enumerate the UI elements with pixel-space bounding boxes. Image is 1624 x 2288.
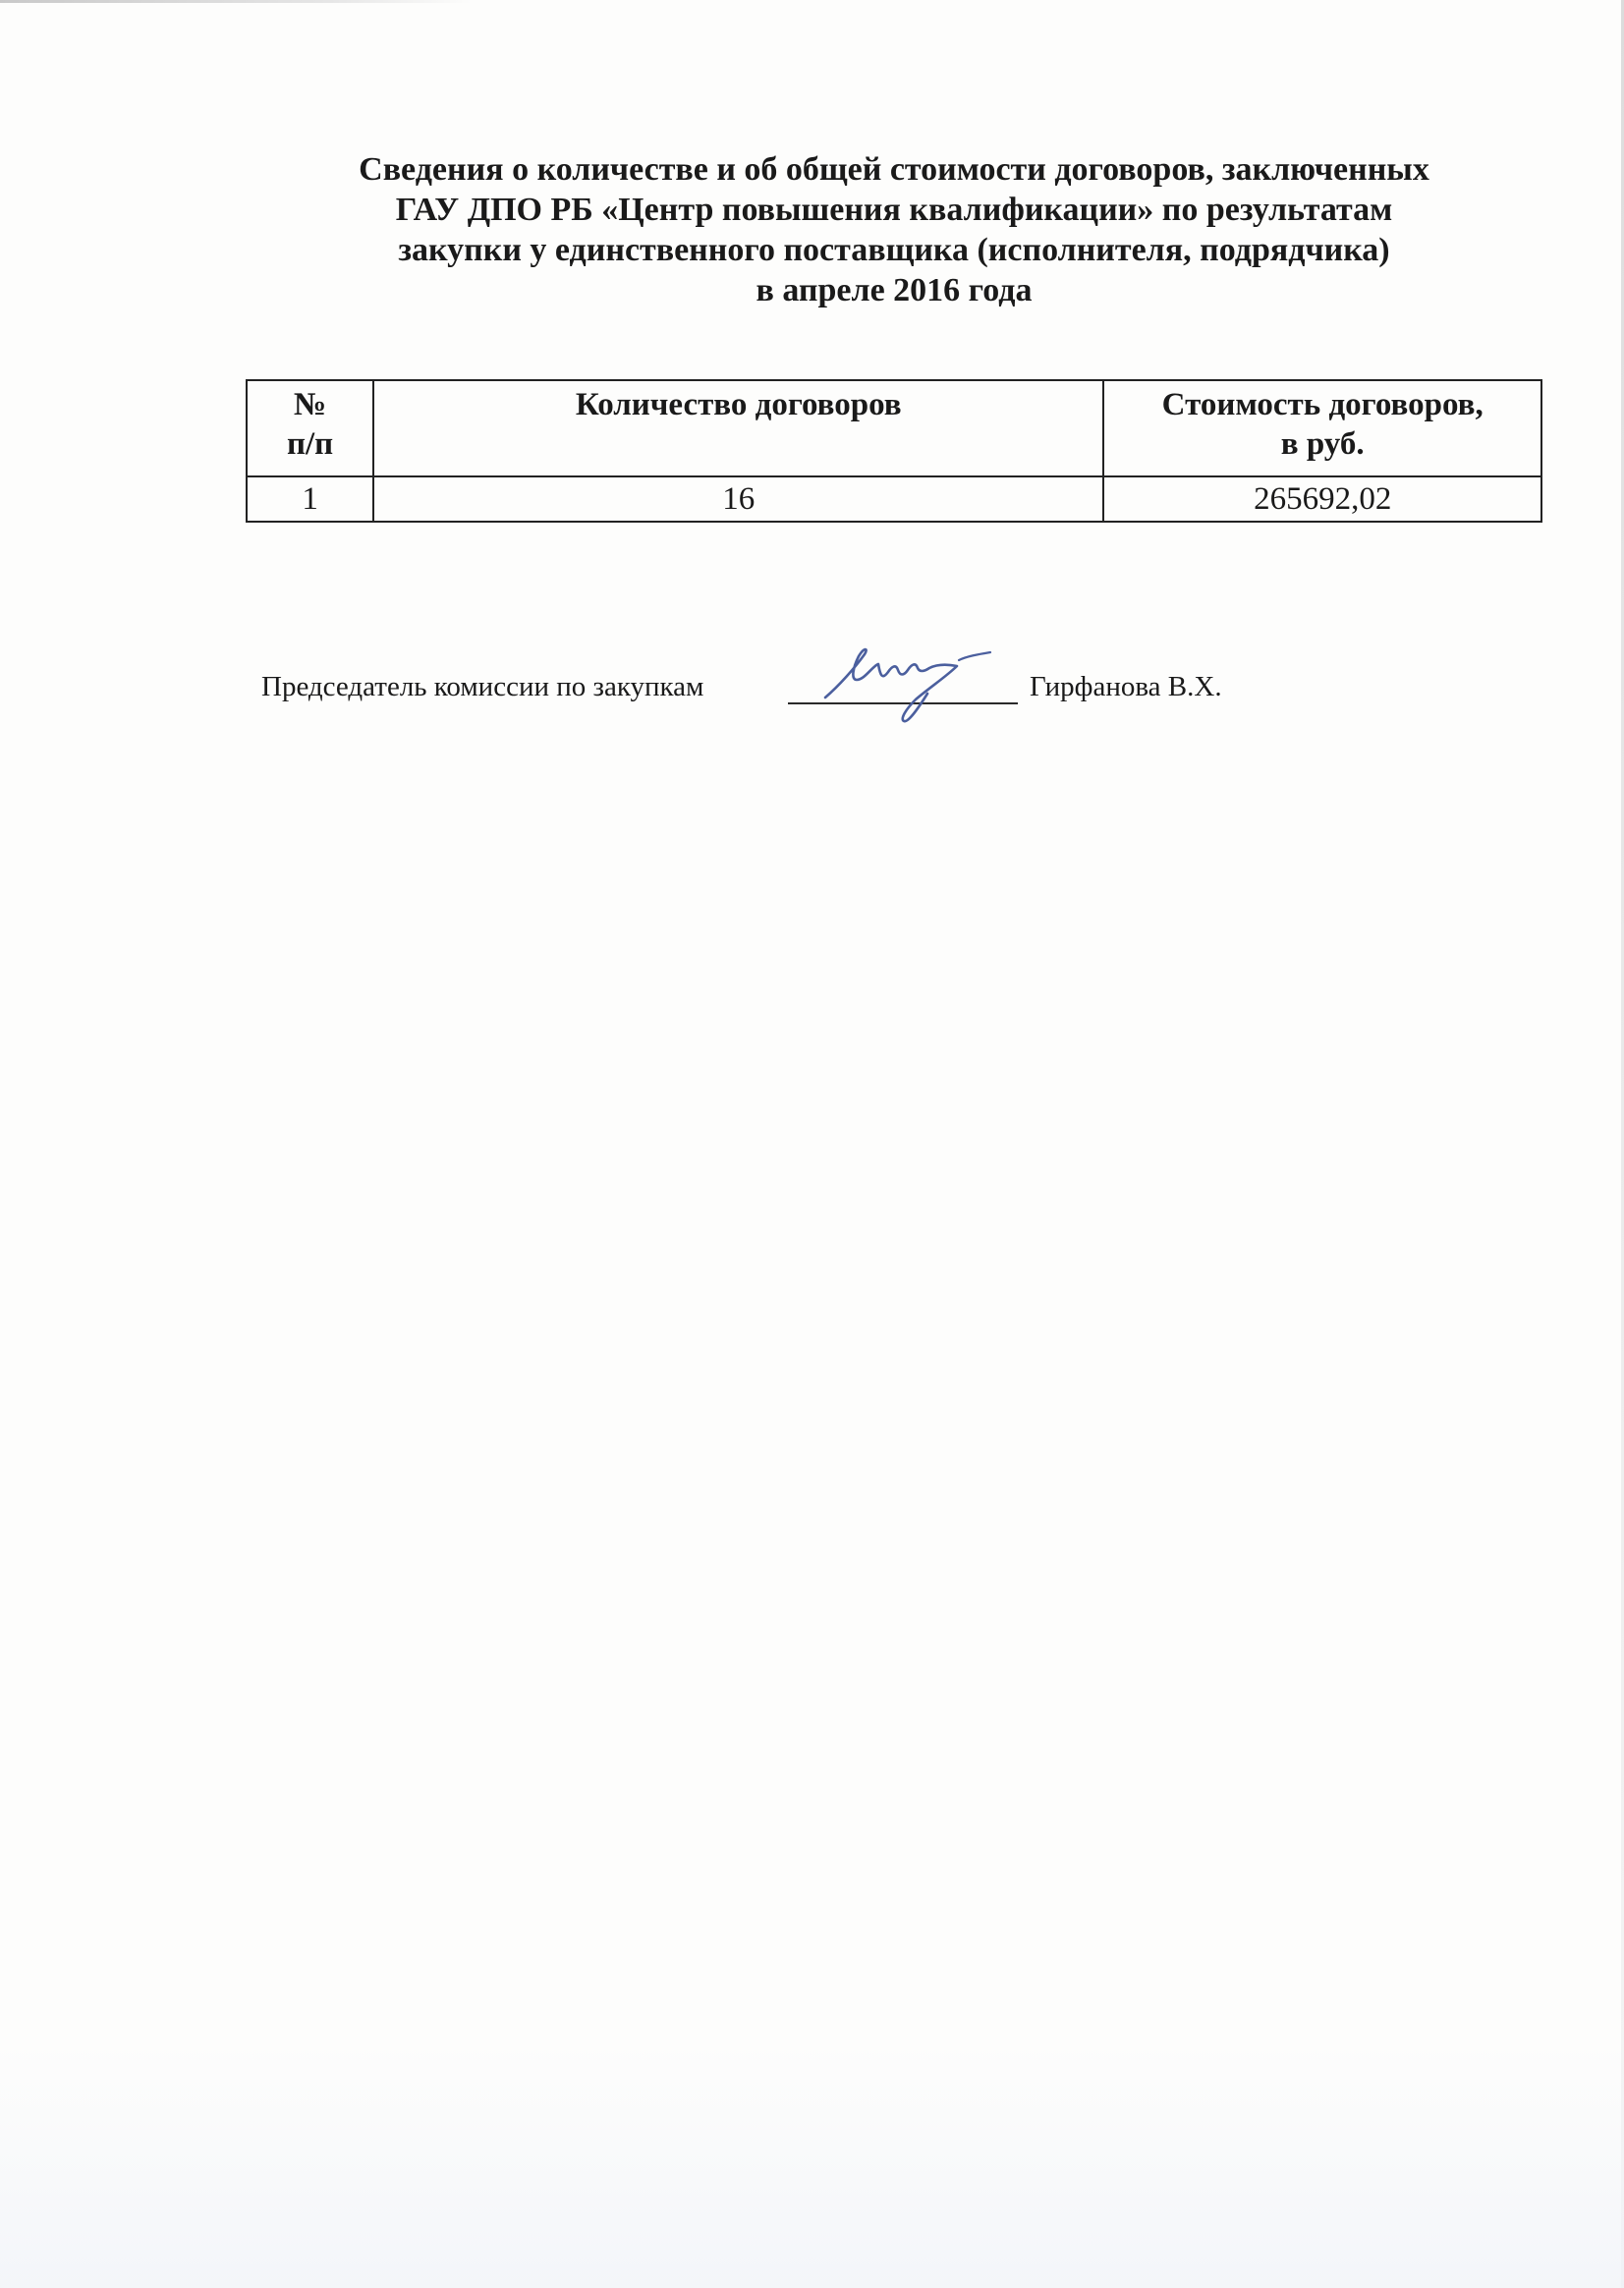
header-number-line2: п/п [286, 426, 334, 462]
title-line-4: в апреле 2016 года [756, 272, 1033, 308]
header-contract-count-label: Количество договоров [575, 387, 902, 422]
scan-edge-top [0, 0, 472, 3]
header-contract-cost-line2: в руб. [1280, 426, 1365, 462]
table-header [247, 380, 1541, 476]
scan-noise-bottom [0, 2043, 1624, 2288]
cell-contract-count: 16 [373, 476, 1103, 522]
table-header-row [247, 380, 1541, 476]
document-title [246, 149, 1542, 310]
header-contract-count [373, 380, 1103, 476]
cell-contract-cost: 265692,02 [1103, 476, 1541, 522]
header-contract-cost-line1: Стоимость договоров, [1161, 387, 1484, 422]
handwritten-signature [821, 637, 1008, 729]
header-number-line1: № [294, 387, 327, 422]
signature-label: Председатель комиссии по закупкам [261, 671, 704, 702]
contracts-summary-table [246, 379, 1542, 523]
cell-number: 1 [247, 476, 373, 522]
signatory-name: Гирфанова В.Х. [1030, 671, 1222, 702]
table-body [247, 476, 1541, 522]
header-number [247, 380, 373, 476]
title-line-2: ГАУ ДПО РБ «Центр повышения квалификации» по результатам [395, 192, 1393, 228]
title-line-1: Сведения о количестве и об общей стоимости договоров, заключенных [359, 151, 1429, 188]
header-contract-cost [1103, 380, 1541, 476]
table-row [247, 476, 1541, 522]
title-line-3: закупки у единственного поставщика (исполнителя, подрядчика) [398, 232, 1390, 268]
